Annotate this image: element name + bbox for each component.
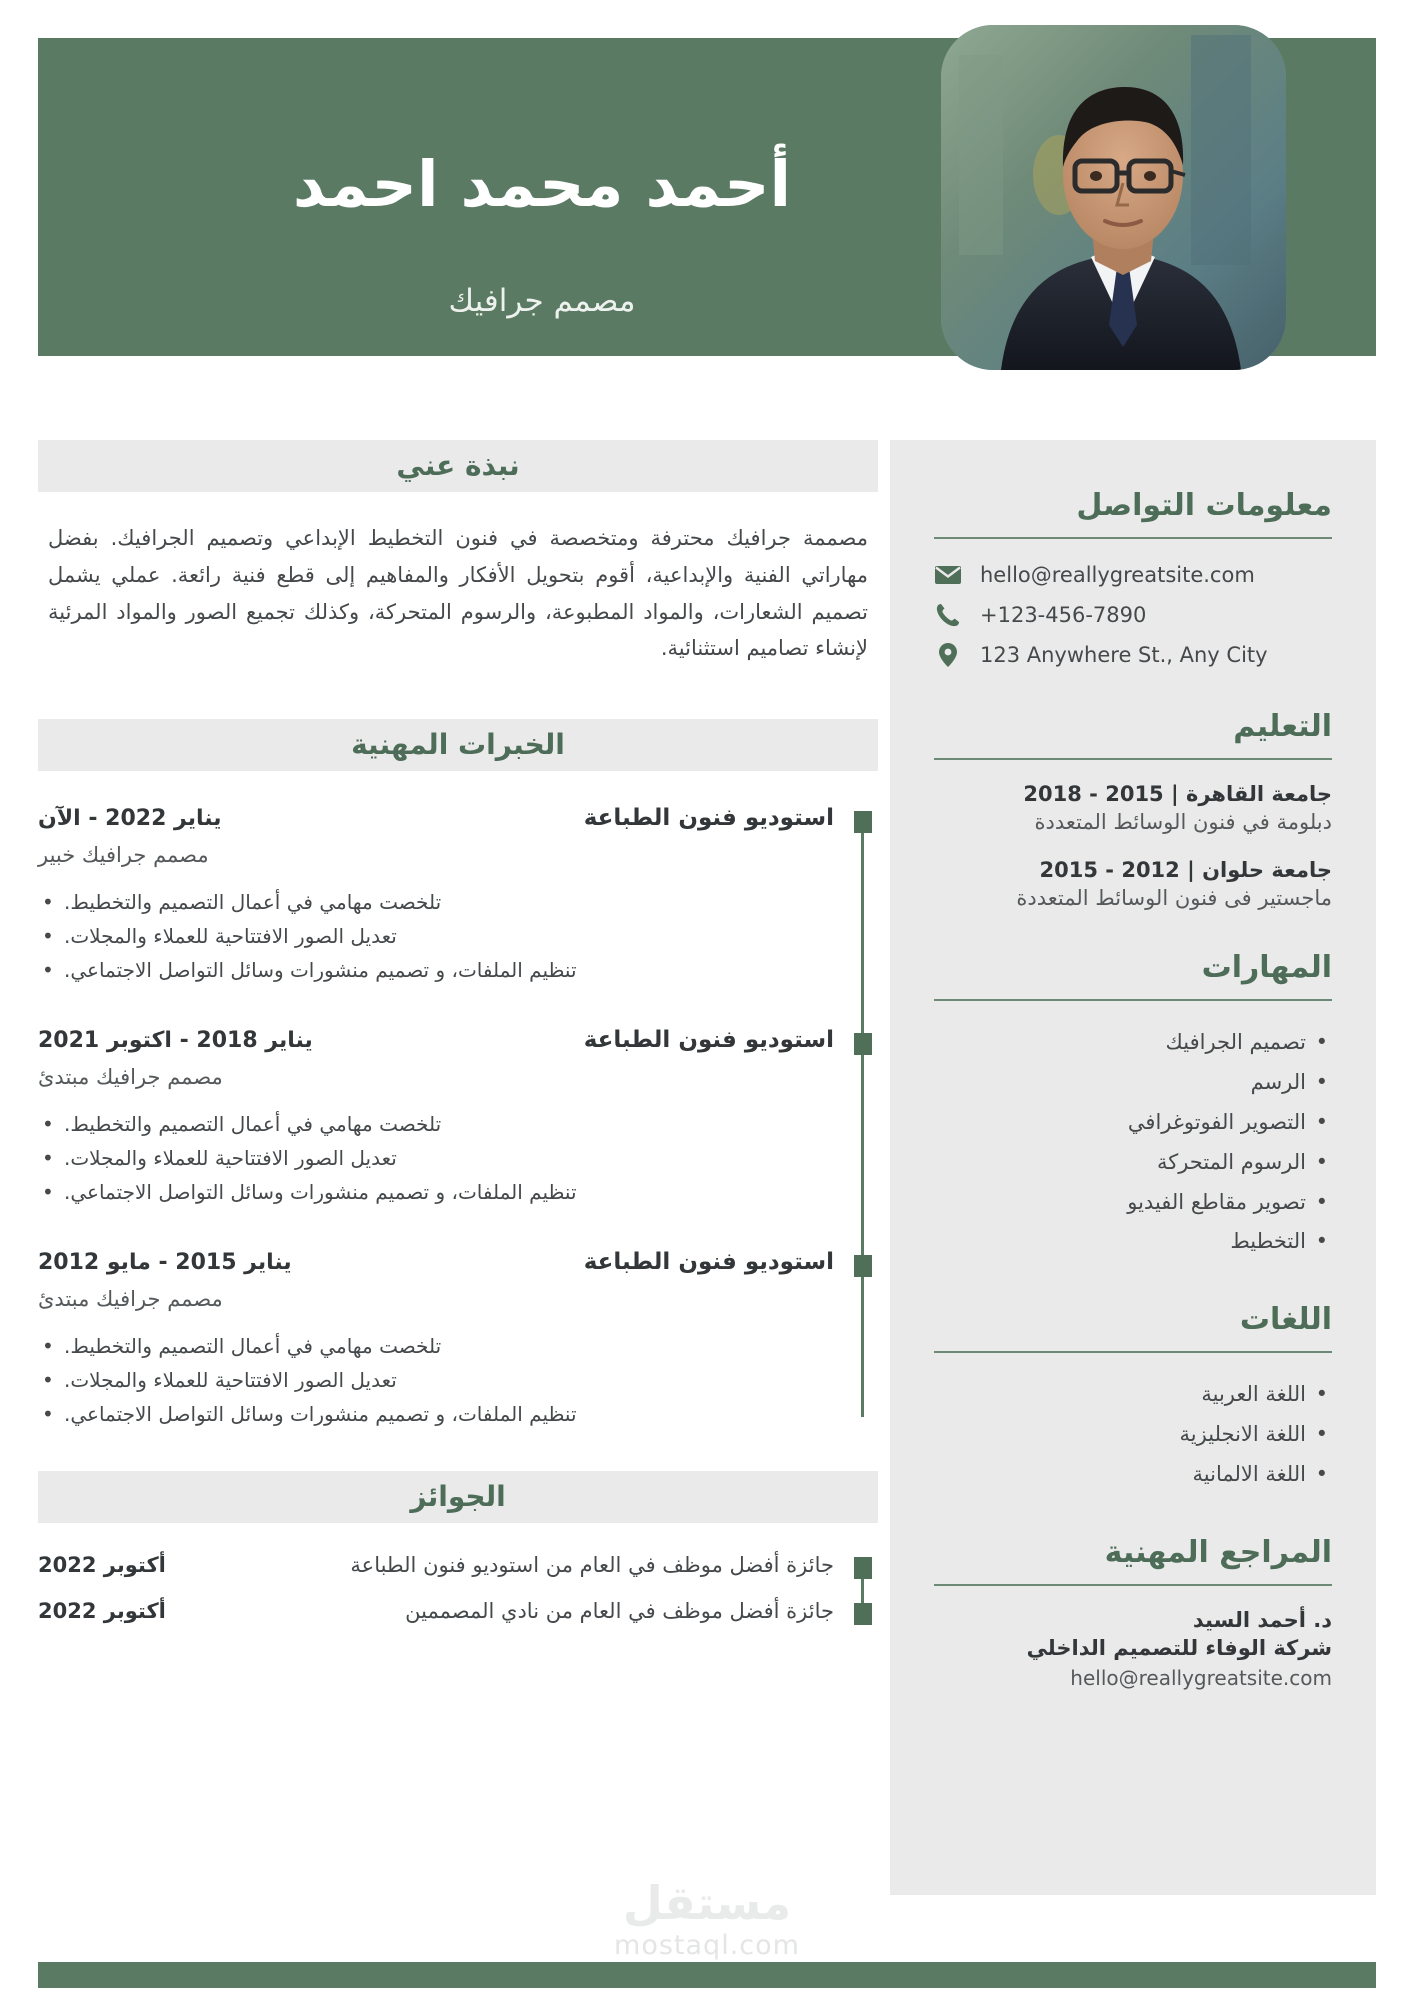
education-school-years: جامعة القاهرة | 2015 - 2018 [1023,782,1332,806]
section-header-about: نبذة عني [38,440,878,492]
section-header-languages: اللغات [1239,1302,1332,1338]
experience-timeline [38,805,878,1431]
contact-email-value: hello@reallygreatsite.com [980,563,1255,587]
timeline-marker-icon [854,1033,872,1055]
experience-bullets [38,1329,834,1431]
footer-band [38,1962,1376,1988]
main-column [38,440,878,1645]
experience-date: يناير 2022 - الآن [38,806,222,831]
reference-name: د. أحمد السيد [1192,1608,1332,1633]
divider [934,758,1332,760]
sidebar-section-education [934,709,1332,910]
avatar [941,25,1286,370]
education-item [934,858,1332,910]
awards-timeline [38,1553,878,1623]
list-item: • تلخصت مهامي في أعمال التصميم والتخطيط. [38,885,834,919]
sidebar [890,440,1376,1895]
phone-icon [934,601,962,629]
about-paragraph: مصممة جرافيك محترفة ومتخصصة في فنون التخطيط الإبداعي وتصميم الجرافيك. بفضل مهاراتي الفنية والإبداعية، أقوم بتحويل الأفكار والمفاهيم إلى قطع فنية رائعة. عملي يشمل تصميم الشعارات، والمواد المطبوعة، والرسوم المتحركة، وكذلك تجميع الصور والمواد المرئية لإنشاء تصاميم استثنائية. [48,526,868,661]
sidebar-section-contact [934,488,1332,669]
experience-org: استوديو فنون الطباعة [583,805,834,831]
reference-email: hello@reallygreatsite.com [1070,1666,1332,1691]
experience-date: يناير 2015 - مايو 2012 [38,1250,292,1275]
skills-list [934,1023,1332,1262]
divider [934,537,1332,539]
timeline-marker-icon [854,1255,872,1277]
profile-photo-icon [941,25,1286,370]
experience-role: مصمم جرافيك مبتدئ [38,1287,223,1311]
award-item [38,1553,834,1577]
education-degree: ماجستير فى فنون الوسائط المتعددة [1016,886,1332,910]
experience-item [38,1027,834,1209]
experience-date: يناير 2018 - اكتوبر 2021 [38,1028,313,1053]
timeline-marker-icon [854,811,872,833]
divider [934,1584,1332,1586]
section-header-skills: المهارات [1201,950,1332,985]
education-item [934,782,1332,834]
award-item [38,1599,834,1623]
list-item: • التخطيط [934,1222,1332,1262]
divider [934,999,1332,1001]
contact-row-email[interactable] [934,561,1332,589]
experience-item [38,805,834,987]
section-header-education: التعليم [1233,709,1332,744]
timeline-line [861,819,864,1417]
education-degree: دبلومة في فنون الوسائط المتعددة [1034,810,1332,834]
education-school-years: جامعة حلوان | 2012 - 2015 [1039,858,1332,882]
experience-org: استوديو فنون الطباعة [583,1249,834,1275]
contact-row-phone[interactable] [934,601,1332,629]
award-title: جائزة أفضل موظف في العام من استوديو فنون الطباعة [350,1553,834,1577]
experience-bullets [38,1107,834,1209]
contact-row-address[interactable] [934,641,1332,669]
sidebar-section-skills [934,950,1332,1262]
header-role: مصمم جرافيك [448,283,636,319]
list-item: • الرسم [934,1063,1332,1103]
list-item: • اللغة الانجليزية [934,1415,1332,1455]
watermark-latin: mostaql.com [614,1930,800,1961]
page-title: أحمد محمد احمد [292,148,792,221]
divider [934,1351,1332,1353]
timeline-marker-icon [854,1557,872,1579]
list-item: • اللغة العربية [934,1375,1332,1415]
location-pin-icon [934,641,962,669]
list-item: • تصوير مقاطع الفيديو [934,1183,1332,1223]
sidebar-section-references [934,1535,1332,1690]
list-item: • التصوير الفوتوغرافي [934,1103,1332,1143]
list-item: • تصميم الجرافيك [934,1023,1332,1063]
list-item: • تعديل الصور الافتتاحية للعملاء والمجلات. [38,1141,834,1175]
experience-role: مصمم جرافيك مبتدئ [38,1065,223,1089]
sidebar-section-languages [934,1302,1332,1495]
experience-bullets [38,885,834,987]
list-item: • الرسوم المتحركة [934,1143,1332,1183]
watermark-arabic: مستقل [622,1876,792,1930]
list-item: • اللغة الالمانية [934,1455,1332,1495]
award-date: أكتوبر 2022 [38,1599,166,1623]
list-item: • تلخصت مهامي في أعمال التصميم والتخطيط. [38,1329,834,1363]
section-header-contact: معلومات التواصل [1076,488,1332,523]
list-item: • تنظيم الملفات، و تصميم منشورات وسائل التواصل الاجتماعي. [38,1397,834,1431]
timeline-marker-icon [854,1603,872,1625]
list-item: • تلخصت مهامي في أعمال التصميم والتخطيط. [38,1107,834,1141]
award-title: جائزة أفضل موظف في العام من نادي المصممين [405,1599,834,1623]
section-header-awards: الجوائز [38,1471,878,1523]
reference-organization: شركة الوفاء للتصميم الداخلي [1026,1636,1332,1661]
list-item: • تنظيم الملفات، و تصميم منشورات وسائل التواصل الاجتماعي. [38,953,834,987]
list-item: • تنظيم الملفات، و تصميم منشورات وسائل التواصل الاجتماعي. [38,1175,834,1209]
list-item: • تعديل الصور الافتتاحية للعملاء والمجلات. [38,919,834,953]
contact-phone-value: +123-456-7890 [980,603,1147,627]
experience-item [38,1249,834,1431]
contact-address-value: 123 Anywhere St., Any City [980,643,1268,667]
list-item: • تعديل الصور الافتتاحية للعملاء والمجلات. [38,1363,834,1397]
languages-list [934,1375,1332,1495]
experience-org: استوديو فنون الطباعة [583,1027,834,1053]
envelope-icon [934,561,962,589]
experience-role: مصمم جرافيك خبير [38,843,209,867]
section-header-references: المراجع المهنية [1104,1535,1332,1571]
section-header-experience: الخبرات المهنية [38,719,878,771]
award-date: أكتوبر 2022 [38,1553,166,1577]
